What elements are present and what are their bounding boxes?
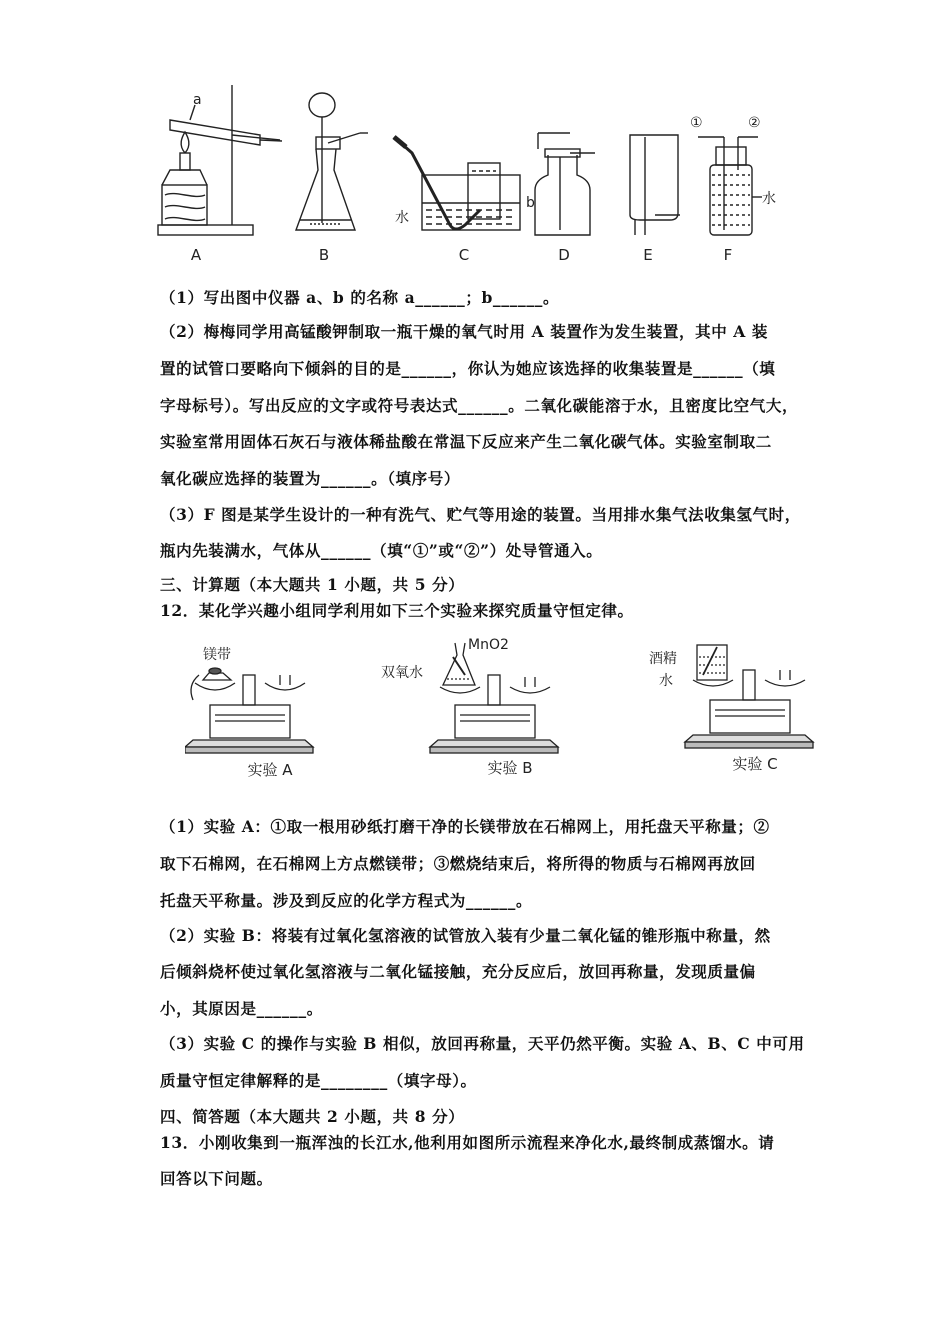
- balance-b: [430, 643, 558, 753]
- balance-a: [185, 668, 313, 753]
- q11-part2-line: 氧化碳应选择的装置为______。（填序号）: [160, 469, 460, 488]
- balance-c: [685, 645, 813, 748]
- apparatus-e: [630, 135, 680, 235]
- fig1-label-f: F: [723, 246, 733, 264]
- mark-water: 水: [659, 673, 673, 689]
- mark-water-f: 水: [762, 191, 776, 207]
- q11-part1: （1）写出图中仪器 a、b 的名称 a______；b______。: [160, 288, 560, 307]
- mark-port-2: ②: [748, 115, 761, 131]
- fig1-label-b: B: [318, 246, 330, 264]
- fig2-label-a: 实验 A: [247, 761, 293, 779]
- q11-part2-line: 置的试管口要略向下倾斜的目的是______，你认为她应该选择的收集装置是______（填: [160, 359, 776, 378]
- q12-part2-line: （2）实验 B：将装有过氧化氢溶液的试管放入装有少量二氧化锰的锥形瓶中称量，然: [160, 926, 771, 945]
- mark-b: b: [526, 195, 535, 211]
- q13-line: 13．小刚收集到一瓶浑浊的长江水,他利用如图所示流程来净化水,最终制成蒸馏水。请: [160, 1133, 775, 1152]
- q12-part1-line: 托盘天平称量。涉及到反应的化学方程式为______。: [160, 891, 533, 910]
- section4-heading: 四、简答题（本大题共 2 小题，共 8 分）: [160, 1107, 465, 1126]
- q12-part3-line: （3）实验 C 的操作与实验 B 相似，放回再称量，天平仍然平衡。实验 A、B、C 中可用: [160, 1034, 805, 1053]
- apparatus-f: [698, 137, 762, 235]
- q12-part1-line: （1）实验 A：①取一根用砂纸打磨干净的长镁带放在石棉网上，用托盘天平称量；②: [160, 817, 770, 836]
- mark-mno2: MnO2: [468, 637, 509, 653]
- q11-part2-line: 字母标号）。写出反应的文字或符号表达式______。二氧化碳能溶于水，且密度比空气大，: [160, 396, 799, 415]
- mark-h2o2: 双氧水: [381, 665, 423, 681]
- apparatus-figure: [150, 75, 800, 270]
- q12-intro: 12．某化学兴趣小组同学利用如下三个实验来探究质量守恒定律。: [160, 601, 634, 620]
- fig1-label-a: A: [190, 246, 202, 264]
- fig2-label-b: 实验 B: [487, 759, 533, 777]
- section3-heading: 三、计算题（本大题共 1 小题，共 5 分）: [160, 575, 465, 594]
- q11-part3-line: 瓶内先装满水，气体从______（填“①”或“②”）处导管通入。: [160, 541, 603, 560]
- mark-water-c: 水: [395, 210, 409, 226]
- q13-line: 回答以下问题。: [160, 1169, 273, 1188]
- fig1-label-e: E: [643, 246, 653, 264]
- mark-port-1: ①: [690, 115, 703, 131]
- mark-mg-ribbon: 镁带: [203, 647, 231, 663]
- fig2-label-c: 实验 C: [732, 755, 778, 773]
- q12-part3-line: 质量守恒定律解释的是________（填字母）。: [160, 1071, 477, 1090]
- fig1-label-d: D: [558, 246, 570, 264]
- fig1-label-c: C: [458, 246, 470, 264]
- q12-part1-line: 取下石棉网，在石棉网上方点燃镁带；③燃烧结束后，将所得的物质与石棉网再放回: [160, 854, 756, 873]
- q12-part2-line: 后倾斜烧杯使过氧化氢溶液与二氧化锰接触，充分反应后，放回再称量，发现质量偏: [160, 962, 756, 981]
- q12-part2-line: 小，其原因是______。: [160, 999, 323, 1018]
- mark-alcohol: 酒精: [649, 651, 677, 667]
- apparatus-a: [158, 85, 282, 235]
- mark-a: a: [193, 92, 202, 108]
- apparatus-b: [296, 93, 368, 230]
- q11-part3-line: （3）F 图是某学生设计的一种有洗气、贮气等用途的装置。当用排水集气法收集氢气时，: [160, 505, 801, 524]
- apparatus-d: [535, 133, 595, 235]
- q11-part2-line: 实验室常用固体石灰石与液体稀盐酸在常温下反应来产生二氧化碳气体。实验室制取二: [160, 432, 772, 451]
- apparatus-c: [394, 137, 520, 230]
- q11-part2-line: （2）梅梅同学用高锰酸钾制取一瓶干燥的氧气时用 A 装置作为发生装置，其中 A 装: [160, 322, 769, 341]
- balances-figure: [185, 635, 815, 785]
